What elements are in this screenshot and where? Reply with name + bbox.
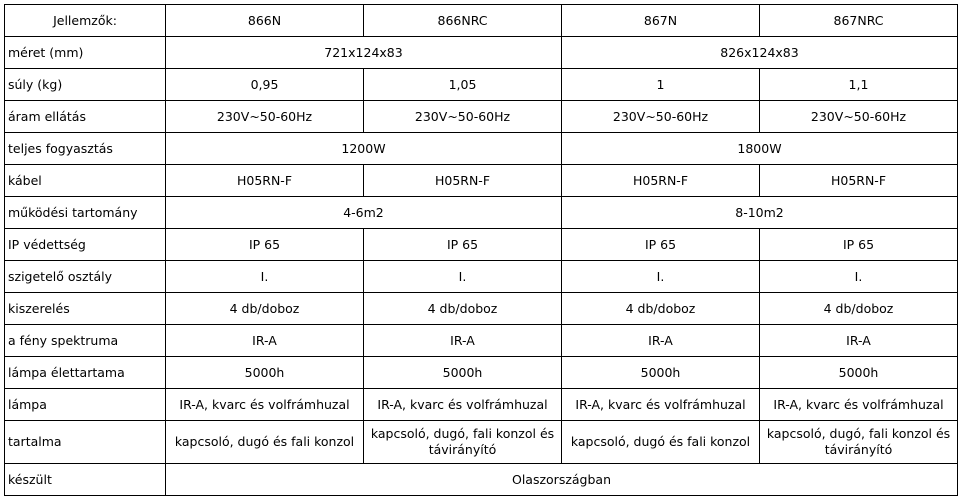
table-cell: kapcsoló, dugó és fali konzol [562, 421, 760, 464]
row-label: készült [5, 464, 166, 496]
row-label: működési tartomány [5, 197, 166, 229]
table-cell: 230V~50-60Hz [364, 101, 562, 133]
table-cell: kapcsoló, dugó és fali konzol [166, 421, 364, 464]
row-label: kábel [5, 165, 166, 197]
spec-table [4, 4, 958, 496]
model-866n: 866N [166, 5, 364, 37]
table-cell: IP 65 [364, 229, 562, 261]
table-cell: IP 65 [166, 229, 364, 261]
row-label: súly (kg) [5, 69, 166, 101]
model-867nrc: 867NRC [760, 5, 958, 37]
row-label: a fény spektruma [5, 325, 166, 357]
table-cell: 230V~50-60Hz [166, 101, 364, 133]
table-cell: kapcsoló, dugó, fali konzol és távirányító [760, 421, 958, 464]
table-row-size [5, 37, 958, 69]
table-row-ip-rating [5, 229, 958, 261]
table-cell: IP 65 [562, 229, 760, 261]
table-cell: I. [562, 261, 760, 293]
table-cell: 230V~50-60Hz [760, 101, 958, 133]
table-cell: 230V~50-60Hz [562, 101, 760, 133]
header-row [5, 5, 958, 37]
table-cell: H05RN-F [364, 165, 562, 197]
header-label: Jellemzők: [5, 5, 166, 37]
row-label: teljes fogyasztás [5, 133, 166, 165]
consumption-867: 1800W [562, 133, 958, 165]
row-label: tartalma [5, 421, 166, 464]
row-label: méret (mm) [5, 37, 166, 69]
range-866: 4-6m2 [166, 197, 562, 229]
row-label: lámpa [5, 389, 166, 421]
table-cell: IR-A, kvarc és volfrámhuzal [562, 389, 760, 421]
table-cell: 1 [562, 69, 760, 101]
table-cell: 5000h [760, 357, 958, 389]
table-cell: IR-A, kvarc és volfrámhuzal [364, 389, 562, 421]
row-label: kiszerelés [5, 293, 166, 325]
row-label: IP védettség [5, 229, 166, 261]
made-in-all: Olaszországban [166, 464, 958, 496]
table-row-operating-range [5, 197, 958, 229]
table-cell: 5000h [166, 357, 364, 389]
model-866nrc: 866NRC [364, 5, 562, 37]
table-row-consumption [5, 133, 958, 165]
table-cell: 4 db/doboz [562, 293, 760, 325]
table-row-insulation-class [5, 261, 958, 293]
table-cell: IR-A [166, 325, 364, 357]
table-cell: 1,05 [364, 69, 562, 101]
table-cell: kapcsoló, dugó, fali konzol és távirányító [364, 421, 562, 464]
table-row-made-in [5, 464, 958, 496]
table-cell: 5000h [364, 357, 562, 389]
table-cell: H05RN-F [166, 165, 364, 197]
table-cell: 4 db/doboz [760, 293, 958, 325]
table-cell: IR-A [760, 325, 958, 357]
table-cell: IR-A, kvarc és volfrámhuzal [760, 389, 958, 421]
table-row-packaging [5, 293, 958, 325]
table-cell: 4 db/doboz [364, 293, 562, 325]
table-row-lamp [5, 389, 958, 421]
table-cell: 0,95 [166, 69, 364, 101]
table-row-cable [5, 165, 958, 197]
range-867: 8-10m2 [562, 197, 958, 229]
table-cell: H05RN-F [562, 165, 760, 197]
table-row-contents [5, 421, 958, 464]
row-label: lámpa élettartama [5, 357, 166, 389]
table-cell: I. [166, 261, 364, 293]
table-row-light-spectrum [5, 325, 958, 357]
consumption-866: 1200W [166, 133, 562, 165]
table-cell: I. [760, 261, 958, 293]
table-cell: IR-A [562, 325, 760, 357]
size-866: 721x124x83 [166, 37, 562, 69]
table-cell: IR-A [364, 325, 562, 357]
table-cell: H05RN-F [760, 165, 958, 197]
table-cell: IP 65 [760, 229, 958, 261]
table-cell: 5000h [562, 357, 760, 389]
table-row-lamp-lifetime [5, 357, 958, 389]
row-label: szigetelő osztály [5, 261, 166, 293]
table-cell: IR-A, kvarc és volfrámhuzal [166, 389, 364, 421]
table-cell: I. [364, 261, 562, 293]
table-cell: 4 db/doboz [166, 293, 364, 325]
model-867n: 867N [562, 5, 760, 37]
table-row-weight [5, 69, 958, 101]
size-867: 826x124x83 [562, 37, 958, 69]
table-cell: 1,1 [760, 69, 958, 101]
row-label: áram ellátás [5, 101, 166, 133]
table-row-power-supply [5, 101, 958, 133]
